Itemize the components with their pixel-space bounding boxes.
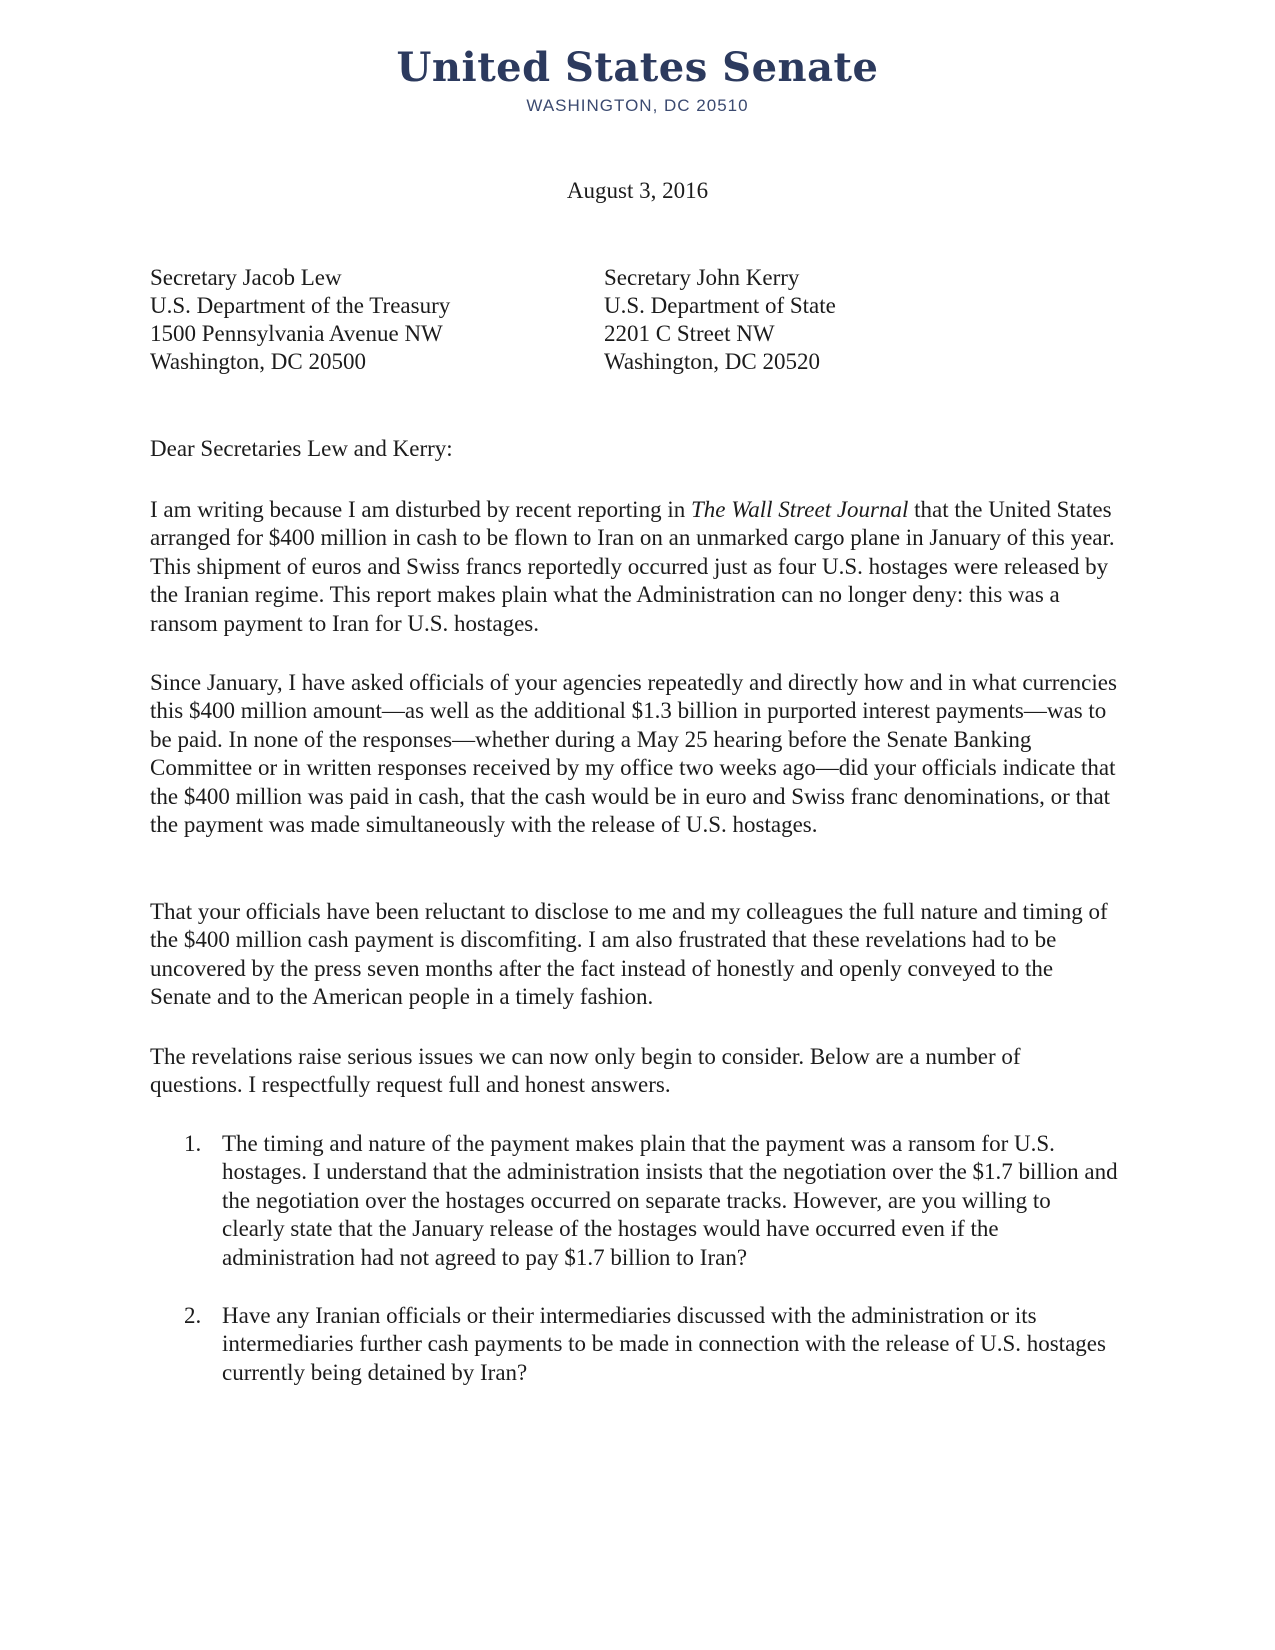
question-text: The timing and nature of the payment makes plain that the payment was a ransom for U.S. hostages. I understand that the administration insists that the negotiation over the $1.7 billion and the negotiation over the hostages occurred on separate tracks. However, are you willing to clearly state that the January release of the hostages would have occurred even if the administration had not agreed to pay $1.7 billion to Iran? (222, 1131, 1118, 1270)
paragraph-1 (150, 496, 1118, 638)
recipient-name: Secretary John Kerry (604, 265, 800, 290)
paragraph-4-text: The revelations raise serious issues we can now only begin to consider. Below are a number of questions. I respectfully request full and honest answers. (150, 1044, 1021, 1098)
recipient-city: Washington, DC 20500 (150, 349, 367, 374)
paragraph-1-start: I am writing because I am disturbed by recent reporting in (150, 497, 691, 522)
recipient-street: 2201 C Street NW (604, 321, 775, 346)
recipient-city: Washington, DC 20520 (604, 349, 821, 374)
senate-title: United States Senate (396, 44, 879, 91)
paragraph-4 (150, 1043, 1118, 1100)
question-text: Have any Iranian officials or their intermediaries discussed with the administration or its intermediaries further cash payments to be made in connection with the release of U.S. hostages currently being detained by Iran? (222, 1303, 1106, 1385)
recipient-department: U.S. Department of the Treasury (150, 293, 451, 318)
recipient-name: Secretary Jacob Lew (150, 265, 342, 290)
letterhead (0, 44, 1275, 116)
salutation: Dear Secretaries Lew and Kerry: (150, 436, 453, 461)
recipient-department: U.S. Department of State (604, 293, 836, 318)
recipient-street: 1500 Pennsylvania Avenue NW (150, 321, 443, 346)
newspaper-title: The Wall Street Journal (690, 497, 909, 522)
question-2 (150, 1302, 1118, 1387)
letter-date: August 3, 2016 (566, 178, 709, 203)
paragraph-2-text: Since January, I have asked officials of your agencies repeatedly and directly how and in what currencies this $400 million amount—as well as the additional $1.3 billion in purported interest payments—was to be paid. In none of the responses—whether during a May 25 hearing before the Senate Banking Committee or in written responses received by my office two weeks ago—did your officials indicate that the $400 million was paid in cash, that the cash would be in euro and Swiss franc denominations, or that the payment was made simultaneously with the release of U.S. hostages. (150, 670, 1117, 838)
paragraph-1-end: that the United States arranged for $400 million in cash to be flown to Iran on an unmarked cargo plane in January of this year. This shipment of euros and Swiss francs reportedly occurred just as four U.S. hostages were released by the Iranian regime. This report makes plain what the Administration can no longer deny: this was a ransom payment to Iran for U.S. hostages. (150, 497, 1115, 636)
question-number: 2. (184, 1303, 202, 1328)
paragraph-3-text: That your officials have been reluctant to disclose to me and my colleagues the full nature and timing of the $400 million cash payment is discomfiting. I am also frustrated that these revelations had to be uncovered by the press seven months after the fact instead of honestly and openly conveyed to the Senate and to the American people in a timely fashion. (150, 899, 1108, 1010)
paragraph-2 (150, 669, 1118, 839)
list-item (150, 1130, 1118, 1272)
recipient-address-state (604, 264, 836, 376)
senate-address: WASHINGTON, DC 20510 (526, 96, 749, 115)
recipient-address-treasury (150, 264, 450, 376)
paragraph-3 (150, 898, 1118, 1012)
list-item (150, 1302, 1118, 1387)
question-1 (150, 1130, 1118, 1272)
question-number: 1. (184, 1131, 202, 1156)
